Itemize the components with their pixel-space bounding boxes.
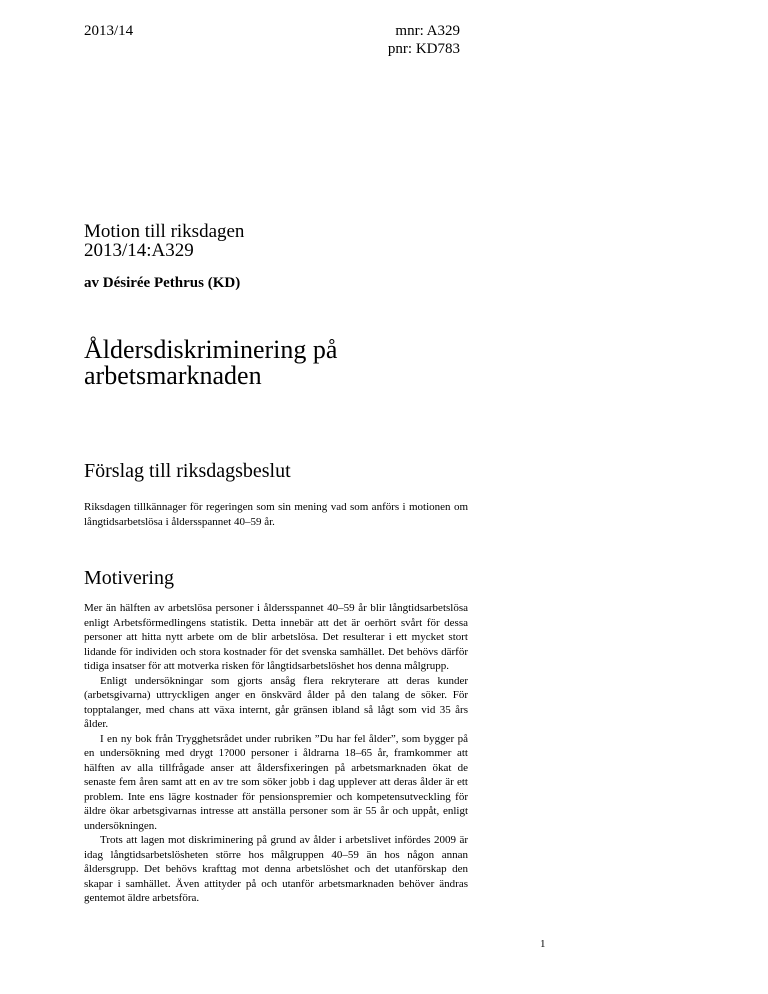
reference-numbers <box>382 22 460 58</box>
pnr-label: pnr: KD783 <box>387 41 460 57</box>
page-title: Åldersdiskriminering på arbetsmarknaden <box>84 335 338 390</box>
paragraph: Riksdagen tillkännager för regeringen som sin mening vad som anförs i motionen om långtidsarbetslösa i åldersspannet 40–59 år. <box>84 501 468 528</box>
motion-author: av Désirée Pethrus (KD) <box>84 275 241 291</box>
section-body-motivering <box>84 601 468 906</box>
paragraph: I en ny bok från Trygghetsrådet under rubriken ”Du har fel ålder”, som bygger på en undersökning med drygt 1?000 personer i åldrarna 18–65 år, framkommer att hälften av alla tillfrågade anser att åldersfixeringen på arbetsmarknaden ökat de senaste fem åren samt att en av tre som söker jobb i dag upplever att deras ålder är ett problem. Inte ens lägre kostnader för pensionspremier och kompetensutveckling för äldre ökar arbetsgivarnas intresse att anställa personer som är 55 år och uppåt, enligt undersökningen. <box>84 732 468 832</box>
page-number: 1 <box>540 938 546 950</box>
paragraph: Enligt undersökningar som gjorts ansåg flera rekryterare att deras kunder (arbetsgivarna) uttryckligen anger en önskvärd ålder på den talang de söker. För topptalanger, med chans att växa internt, går gränsen ibland så lågt som vid 35 års ålder. <box>84 674 468 730</box>
paragraph: Trots att lagen mot diskriminering på grund av ålder i arbetslivet infördes 2009 är idag långtidsarbetslösheten större hos målgruppen 40–59 än hos någon annan åldersgrupp. Det behövs krafttag mot denna arbetslöshet och det utanförskap den skapar i samhället. Även attityder på och utanför arbetsmarknaden behöver ändras gentemot äldre arbetsföra. <box>84 834 468 904</box>
motion-label: Motion till riksdagen <box>84 221 245 242</box>
mnr-label: mnr: A329 <box>395 23 460 39</box>
section-heading-motivering: Motivering <box>84 567 174 589</box>
motion-id: 2013/14:A329 <box>84 240 194 261</box>
session-label: 2013/14 <box>84 23 134 39</box>
section-body-forslag <box>84 500 468 529</box>
section-heading-forslag: Förslag till riksdagsbeslut <box>84 460 291 482</box>
paragraph: Mer än hälften av arbetslösa personer i åldersspannet 40–59 år blir långtidsarbetslösa enligt Arbetsförmedlingens statistik. Detta innebär att det är oerhört svårt för dessa personer att hitta nytt arbete om de blir arbetslösa. Det resulterar i ett mycket stort lidande för individen och stora kostnader för det svenska samhället. Det behövs därför tidiga insatser för att motverka risken för långtidsarbetslöshet hos denna målgrupp. <box>84 602 468 672</box>
